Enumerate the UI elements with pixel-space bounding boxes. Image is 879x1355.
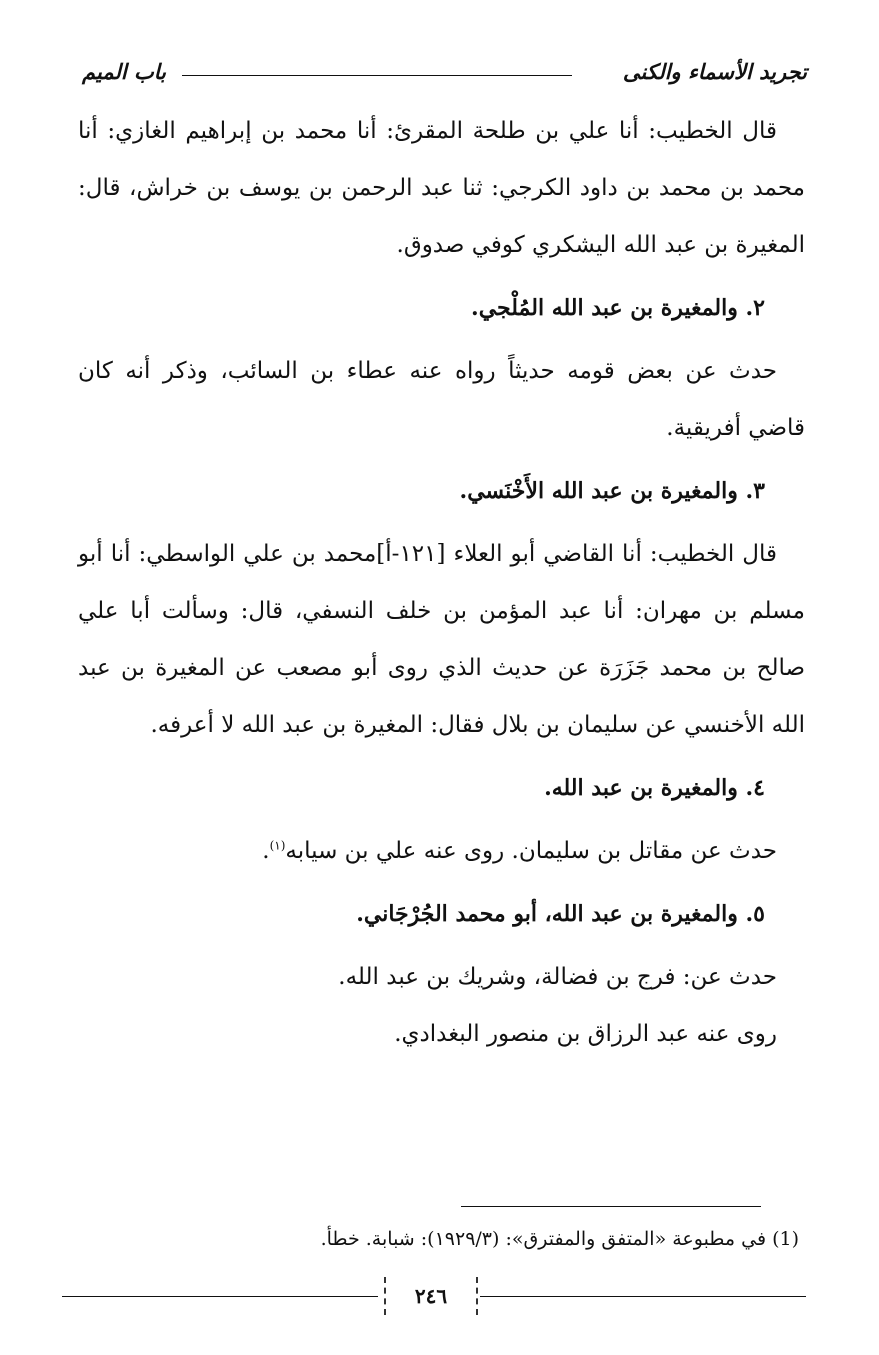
paragraph-2: حدث عن بعض قومه حديثاً رواه عنه عطاء بن السائب، وذكر أنه كان قاضي أفريقية. [78,358,805,441]
running-header [82,55,807,91]
page-number-rule-right [480,1296,806,1297]
chapter-title: باب الميم [82,59,167,84]
main-text [78,103,805,1063]
paragraph-4: حدث عن مقاتل بن سليمان. روى عنه علي بن سيابه$^{(١)}$. [262,838,777,864]
entry-heading-5: ٥. والمغيرة بن عبد الله، أبو محمد الجُرْجَاني. [356,901,765,927]
entry-heading-2: ٢. والمغيرة بن عبد الله المُلْجي. [471,295,765,321]
page-number-rule-left [62,1296,378,1297]
paragraph-1: قال الخطيب: أنا علي بن طلحة المقرئ: أنا محمد بن إبراهيم الغازي: أنا محمد بن محمد بن داود الكرجي: ثنا عبد الرحمن بن يوسف بن خراش، قال: المغيرة بن عبد الله اليشكري كوفي صدوق. [78,118,806,258]
header-rule [182,75,572,76]
paragraph-4-text: حدث عن مقاتل بن سليمان. روى عنه علي بن سيابه [285,838,777,864]
footnote: (1) في مطبوعة «المتفق والمفترق»: (١٩٢٩/٣): شبابة. خطأ. [320,1228,799,1250]
entry-heading-3: ٣. والمغيرة بن عبد الله الأَخْنَسي. [459,478,765,504]
book-title: تجريد الأسماء والكنى [622,59,807,84]
paragraph-6: روى عنه عبد الرزاق بن منصور البغدادي. [394,1021,777,1047]
entry-heading-4: ٤. والمغيرة بن عبد الله. [544,775,765,801]
footnote-marker[interactable]: (١) [269,838,286,853]
page-number: ٢٤٦ [384,1277,478,1315]
paragraph-5: حدث عن: فرج بن فضالة، وشريك بن عبد الله. [338,964,777,990]
paragraph-3: قال الخطيب: أنا القاضي أبو العلاء [١٢١-أ]محمد بن علي الواسطي: أنا أبو مسلم بن مهران: أنا عبد المؤمن بن خلف النسفي، قال: وسألت أبا علي صالح بن محمد جَزَرَة عن حديث الذي روى أبو مصعب عن المغيرة بن عبد الله الأخنسي عن سليمان بن بلال فقال: المغيرة بن عبد الله لا أعرفه. [78,541,805,738]
footnote-rule [461,1206,761,1207]
